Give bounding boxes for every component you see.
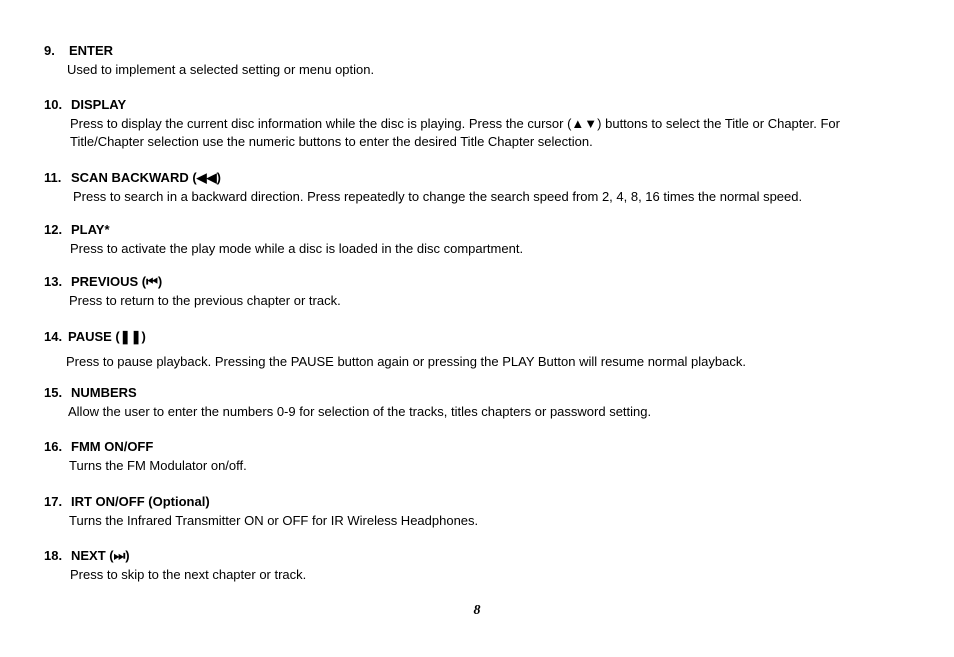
item-description: Press to activate the play mode while a disc is loaded in the disc compartment.: [70, 241, 524, 256]
item-number: 12.: [44, 222, 63, 237]
item-previous: [44, 274, 914, 310]
item-title: FMM ON/OFF: [71, 439, 154, 454]
item-description: Press to search in a backward direction. Press repeatedly to change the search speed from 2, 4, 8, 16 times the normal speed.: [73, 189, 803, 204]
item-scan-backward: [44, 170, 914, 206]
item-fmm: [44, 439, 914, 475]
item-description: Press to pause playback. Pressing the PAUSE button again or pressing the PLAY Button will resume normal playback.: [66, 354, 746, 369]
item-description: Used to implement a selected setting or menu option.: [67, 62, 375, 77]
item-title: SCAN BACKWARD (◀◀): [71, 170, 221, 185]
item-title: NEXT (⏭): [71, 548, 130, 563]
item-enter: [44, 43, 914, 79]
item-display: [44, 97, 914, 151]
item-numbers: [44, 385, 914, 421]
item-next: [44, 548, 914, 584]
item-title: NUMBERS: [71, 385, 137, 400]
item-pause: [44, 329, 914, 371]
item-number: 14.: [44, 329, 63, 344]
item-number: 18.: [44, 548, 63, 563]
item-number: 15.: [44, 385, 63, 400]
item-title: PREVIOUS (⏮): [71, 274, 163, 289]
item-description: Turns the Infrared Transmitter ON or OFF for IR Wireless Headphones.: [69, 513, 479, 528]
item-description: Turns the FM Modulator on/off.: [69, 458, 247, 473]
item-number: 16.: [44, 439, 63, 454]
item-description: Press to skip to the next chapter or track.: [70, 567, 307, 582]
item-title: IRT ON/OFF (Optional): [71, 494, 210, 509]
item-play: [44, 222, 914, 258]
item-irt: [44, 494, 914, 530]
item-title: DISPLAY: [71, 97, 127, 112]
item-description: Allow the user to enter the numbers 0-9 for selection of the tracks, titles chapters or password setting.: [68, 404, 652, 419]
item-number: 9.: [44, 43, 55, 58]
item-number: 17.: [44, 494, 63, 509]
item-number: 13.: [44, 274, 63, 289]
item-title: PAUSE (❚❚): [68, 329, 146, 344]
item-title: ENTER: [69, 43, 114, 58]
item-number: 11.: [44, 170, 62, 185]
item-description: Press to display the current disc information while the disc is playing. Press the cursor (▲▼) buttons to select the Title or Chapter. For Title/Chapter selection use the numeric buttons to enter the desired Title Chapter selection.: [70, 116, 840, 149]
item-description: Press to return to the previous chapter or track.: [69, 293, 341, 308]
item-title: PLAY*: [71, 222, 110, 237]
page-number: 8: [473, 603, 481, 618]
item-number: 10.: [44, 97, 63, 112]
